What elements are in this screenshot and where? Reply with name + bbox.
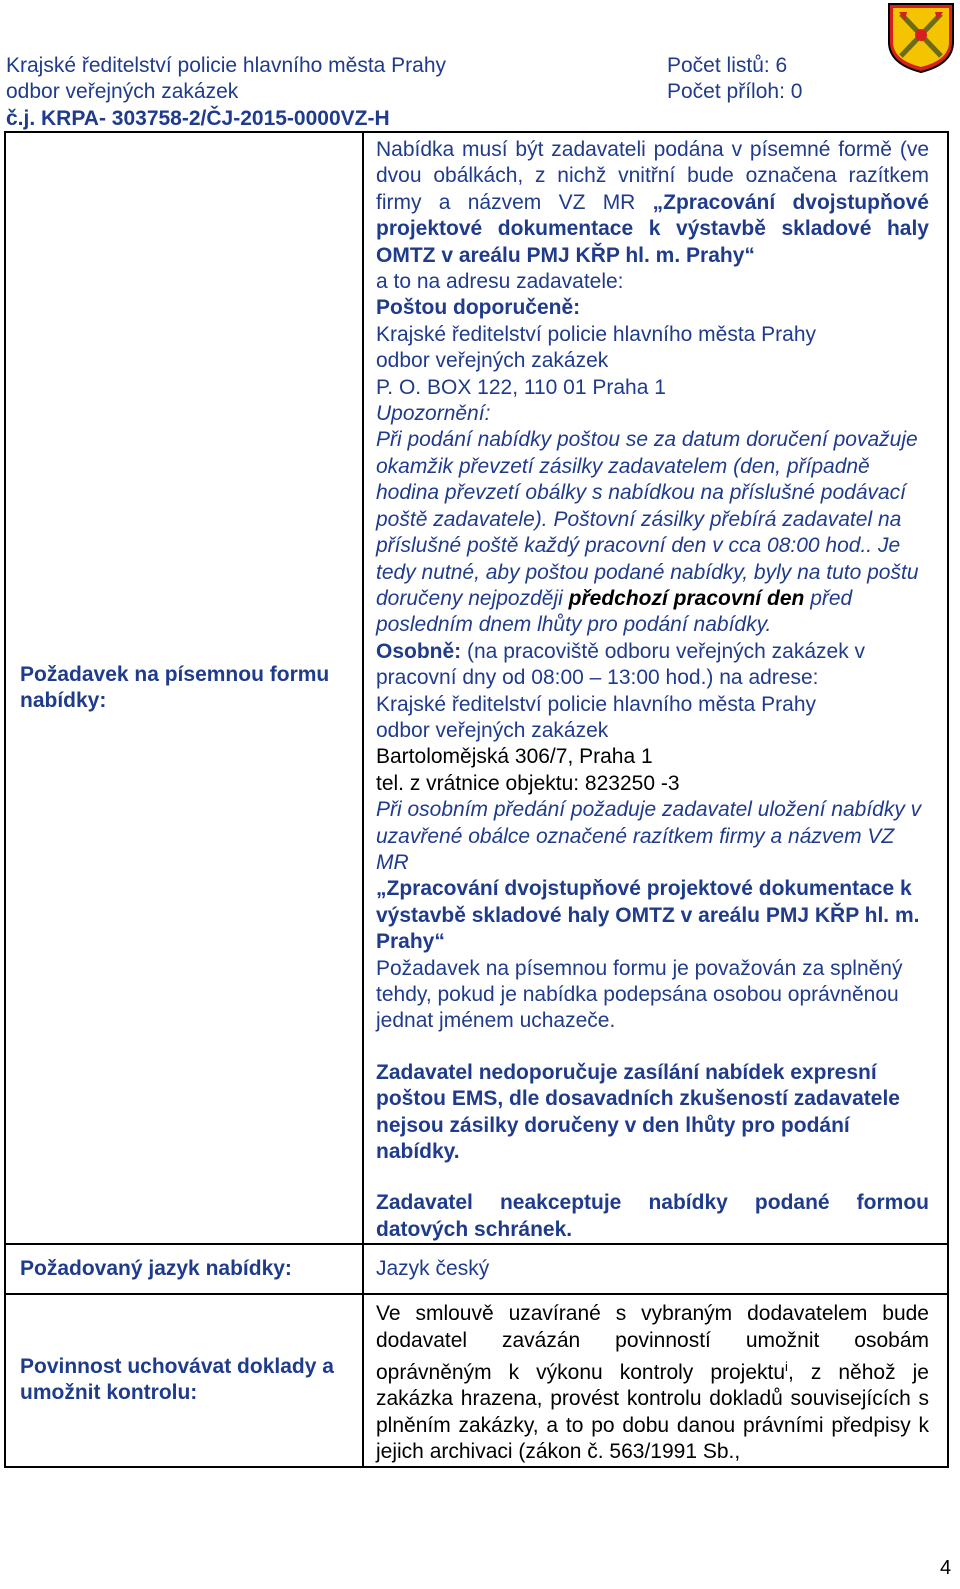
post-address-line: Krajské ředitelství policie hlavního města Prahy [376, 322, 817, 346]
row-label-inspection: Povinnost uchovávat doklady a umožnit kontrolu: [5, 1294, 363, 1466]
personal-address-line: Krajské ředitelství policie hlavního města Prahy [376, 692, 817, 716]
police-emblem-icon [887, 2, 955, 74]
personal-label: Osobně: [376, 639, 462, 663]
warning-text-part: před posledním dnem lhůty pro podání nabídky. [376, 586, 853, 637]
spacer [376, 1165, 929, 1190]
personal-delivery [376, 639, 929, 692]
post-address-line: odbor veřejných zakázek [376, 349, 609, 373]
warning-text-part: Při podání nabídky poštou se za datum doručení považuje okamžik převzetí zásilky zadavatelem (den, případně hodina převzetí obálky s nabídkou na příslušné podávací poště zadavatele). Poštovní zásilky přebírá zadavatel na příslušné poště každý pracovní den v cca 08:00 hod.. Je tedy nutné, aby poštou podané nabídky, byly na tuto poštu doručeny nejpozději [376, 428, 919, 610]
header-authority-block [6, 53, 446, 105]
header-sheet-count: Počet listů: 6 [667, 54, 788, 77]
intro-text: Nabídka musí být zadavateli podána v písemné formě (ve dvou obálkách, z nichž vnitřní bude označena razítkem firmy a názvem VZ MR [376, 138, 929, 214]
personal-note: Při osobním předání požaduje zadavatel uložení nabídky v uzavřené obálce označené razítkem firmy a názvem VZ MR [376, 798, 922, 874]
personal-phone: tel. z vrátnice objektu: 823250 -3 [376, 771, 680, 795]
address-intro: a to na adresu zadavatele: [376, 270, 624, 294]
row-label-written-form: Požadavek na písemnou formu nabídky: [5, 132, 363, 1244]
header-attachment-count: Počet příloh: 0 [667, 80, 803, 103]
written-form-paragraph [376, 137, 929, 269]
header-authority: Krajské ředitelství policie hlavního města Prahy [6, 54, 447, 77]
fulfilled-condition: Požadavek na písemnou formu je považován za splněný tehdy, pokud je nabídka podepsána osobou oprávněnou jednat jménem uchazeče. [376, 956, 903, 1033]
personal-address-line: Bartolomějská 306/7, Praha 1 [376, 745, 653, 769]
table-row [5, 132, 948, 1244]
warning-label: Upozornění: [376, 402, 491, 426]
spacer [376, 1035, 929, 1060]
row-value-written-form [363, 132, 948, 1244]
page-number: 4 [940, 1557, 952, 1579]
post-label: Poštou doporučeně: [376, 296, 581, 320]
contract-title: „Zpracování dvojstupňové projektové dokumentace k výstavbě skladové haly OMTZ v areálu PMJ KŘP hl. m. Prahy“ [376, 190, 929, 267]
row-value-inspection [363, 1294, 948, 1466]
databox-notice: Zadavatel neakceptuje nabídky podané formou datových schránek. [376, 1191, 929, 1241]
table-row [5, 1244, 948, 1294]
reference-number: č.j. KRPA- 303758-2/ČJ-2015-0000VZ-H [6, 107, 390, 130]
warning-text [376, 427, 929, 638]
table-row [5, 1294, 948, 1466]
header-department: odbor veřejných zakázek [6, 80, 239, 103]
header-counts-block [667, 53, 802, 105]
personal-text: (na pracoviště odboru veřejných zakázek v pracovní dny od 08:00 – 13:00 hod.) na adrese: [376, 639, 866, 690]
post-address-line: P. O. BOX 122, 110 01 Praha 1 [376, 375, 666, 399]
row-label-language: Požadovaný jazyk nabídky: [5, 1244, 363, 1294]
footnote-marker: i [785, 1359, 788, 1375]
ems-warning: Zadavatel nedoporučuje zasílání nabídek expresní poštou EMS, dle dosavadních zkušeností zadavatele nejsou zásilky doručeny v den lhůty pro podání nabídky. [376, 1060, 900, 1164]
inspection-text: Ve smlouvě uzavírané s vybraným dodavatelem bude dodavatel zavázán povinností umožnit osobám oprávněným k výkonu kontroly projektu [376, 1302, 929, 1385]
warning-emphasis: předchozí pracovní den [568, 586, 805, 610]
written-form-intro [376, 133, 929, 1243]
personal-address-line: odbor veřejných zakázek [376, 718, 609, 742]
row-value-language: Jazyk český [363, 1244, 948, 1294]
requirements-table [4, 131, 949, 1468]
inspection-text-continued: , z něhož je zakázka hrazena, provést kontrolu dokladů souvisejících s plněním zakázky, a to po dobu danou právními předpisy k jejich archivaci (zákon č. 563/1991 Sb., [376, 1361, 929, 1464]
personal-contract-title: „Zpracování dvojstupňové projektové dokumentace k výstavbě skladové haly OMTZ v areálu PMJ KŘP hl. m. Prahy“ [376, 877, 920, 954]
